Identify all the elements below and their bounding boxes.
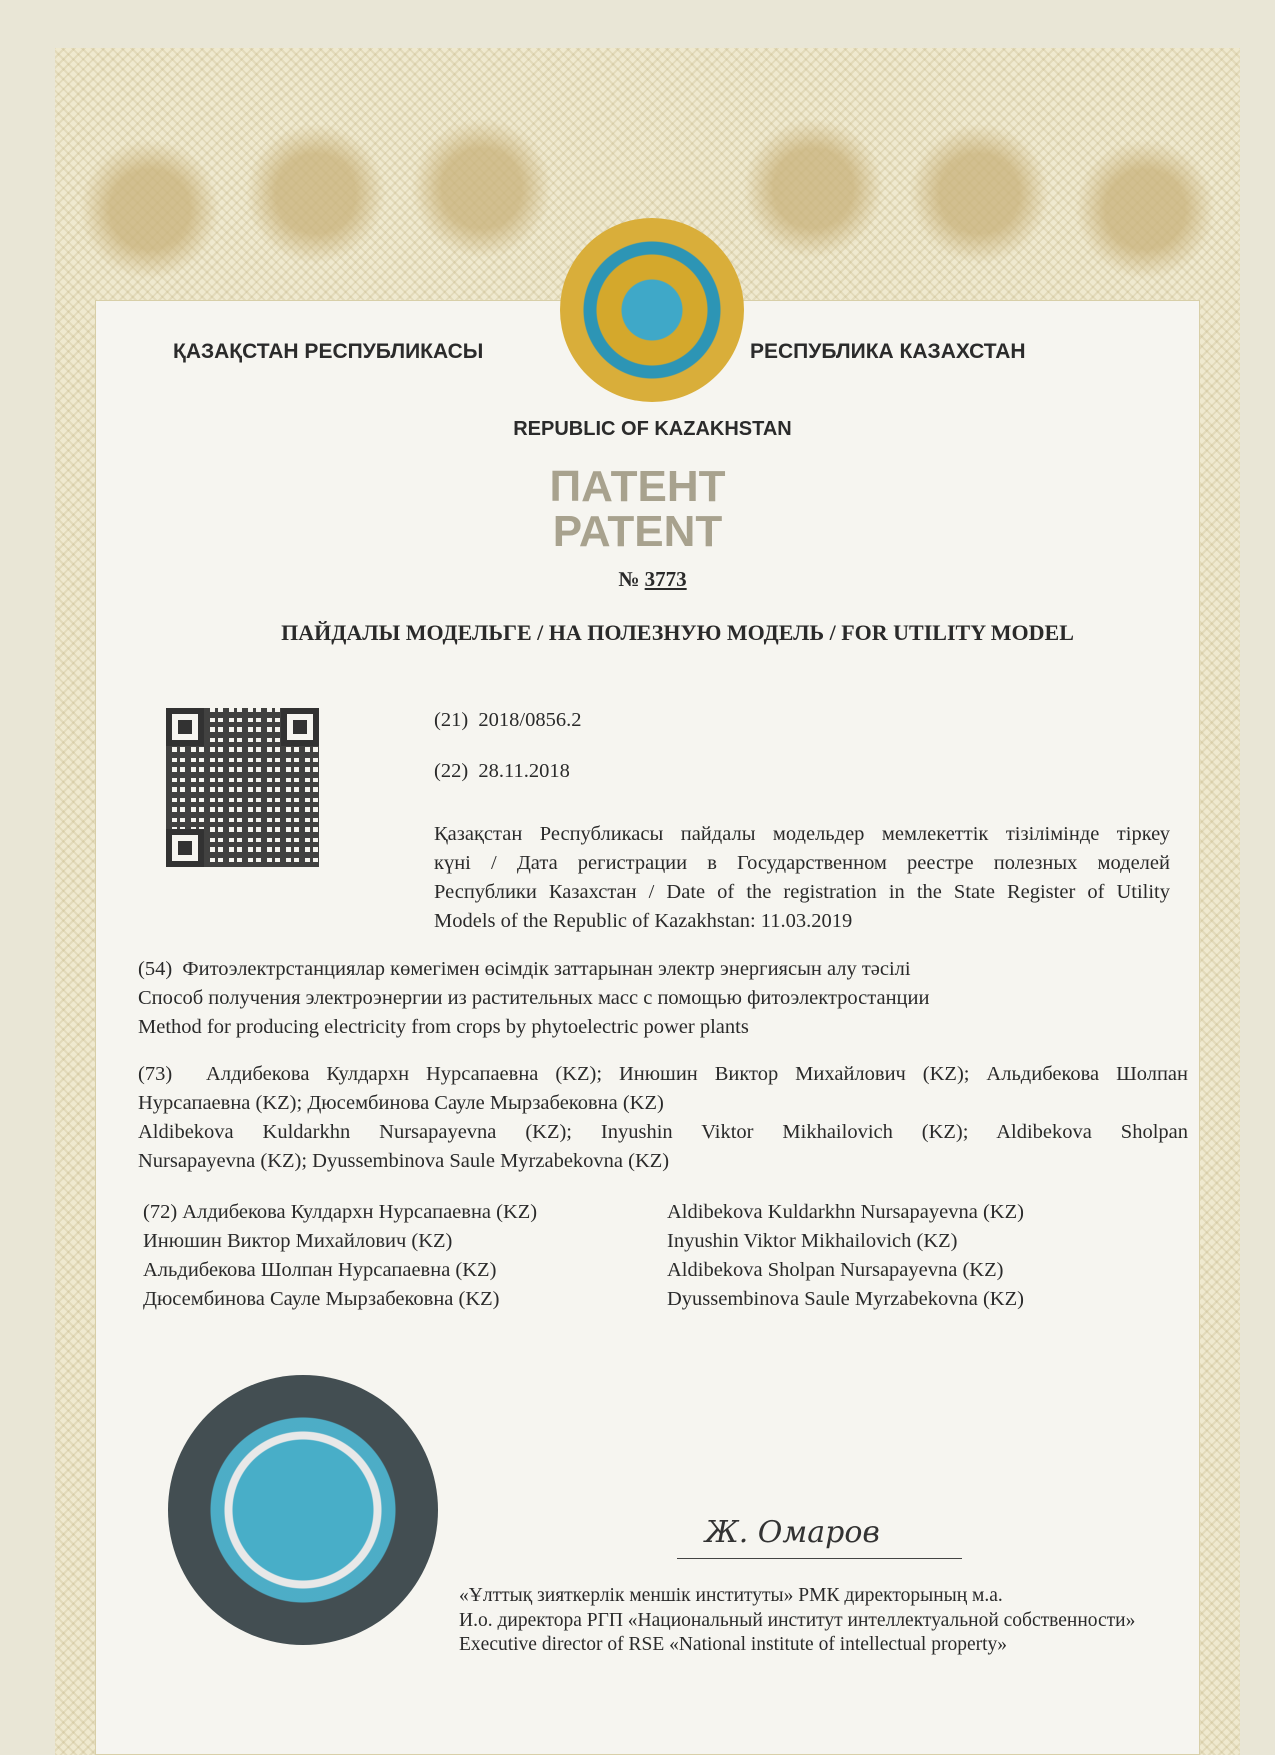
field-72-ru <box>143 1198 537 1314</box>
number-prefix: № <box>618 567 640 591</box>
title-en: Method for producing electricity from crops by phytoelectric power plants <box>138 1016 749 1038</box>
patent-number <box>0 567 1275 592</box>
country-en: REPUBLIC OF KAZAKHSTAN <box>513 418 792 440</box>
title-ru: ПАТЕНТ <box>549 462 726 511</box>
text-line: Республики Казахстан / Date of the registration in the State Register of Utility <box>434 881 1170 903</box>
signatory-en: Executive director of RSE «National institute of intellectual property» <box>459 1634 1008 1655</box>
title-ru: Способ получения электроэнергии из растительных масс с помощью фитоэлектростанции <box>138 987 930 1009</box>
inventor: Dyussembinova Saule Myrzabekovna (KZ) <box>667 1288 1024 1310</box>
field-54 <box>138 955 929 1042</box>
text-line: Алдибекова Кулдархн Нурсапаевна (KZ); Инюшин Виктор Михайлович (KZ); Альдибекова Шолпан <box>206 1063 1189 1085</box>
inventor: Inyushin Viktor Mikhailovich (KZ) <box>667 1230 958 1252</box>
signatory-ru: И.о. директора РГП «Национальный институт интеллектуальной собственности» <box>459 1609 1136 1631</box>
field-22 <box>434 757 570 786</box>
registration-date-block <box>434 820 1170 936</box>
filing-date: 28.11.2018 <box>478 760 570 782</box>
signature-line <box>677 1558 962 1559</box>
signatory-block <box>459 1584 1135 1658</box>
patent-subtitle: ПАЙДАЛЫ МОДЕЛЬГЕ / НА ПОЛЕЗНУЮ МОДЕЛЬ / FOR UTILITY MODEL <box>281 620 1074 645</box>
inventor: Aldibekova Sholpan Nursapayevna (KZ) <box>667 1259 1004 1281</box>
qr-code <box>166 708 319 867</box>
text-line: Нурсапаевна (KZ); Дюсембинова Сауле Мырзабековна (KZ) <box>138 1092 664 1114</box>
header-right-label: РЕСПУБЛИКА КАЗАХСТАН <box>750 340 1026 363</box>
inventor: Aldibekova Kuldarkhn Nursapayevna (KZ) <box>667 1201 1024 1223</box>
application-number: 2018/0856.2 <box>478 709 582 731</box>
field-code: (73) <box>138 1063 173 1085</box>
title-en: PATENT <box>552 507 723 556</box>
text-line: Nursapayevna (KZ); Dyussembinova Saule Myrzabekovna (KZ) <box>138 1150 670 1172</box>
field-code: (21) <box>434 709 469 731</box>
text-line: Models of the Republic of Kazakhstan: 11.03.2019 <box>434 910 853 932</box>
inventor: Дюсембинова Сауле Мырзабековна (KZ) <box>143 1288 500 1310</box>
state-emblem <box>560 218 744 402</box>
inventor: Альдибекова Шолпан Нурсапаевна (KZ) <box>143 1259 497 1281</box>
title-kz: Фитоэлектрстанциялар көмегімен өсімдік заттарынан электр энергиясын алу тәсілі <box>182 958 911 980</box>
number-value: 3773 <box>644 567 687 591</box>
field-72-en <box>667 1198 1024 1314</box>
field-code: (22) <box>434 760 469 782</box>
header-left-label: ҚАЗАҚСТАН РЕСПУБЛИКАСЫ <box>173 340 484 363</box>
field-code: (72) <box>143 1201 178 1223</box>
text-line: күні / Дата регистрации в Государственном реестре полезных моделей <box>434 852 1170 874</box>
inventor: Алдибекова Кулдархн Нурсапаевна (KZ) <box>182 1201 538 1223</box>
inventor: Инюшин Виктор Михайлович (KZ) <box>143 1230 453 1252</box>
text-line: Қазақстан Республикасы пайдалы модельдер мемлекеттік тізілімінде тіркеу <box>434 823 1170 845</box>
signatory-kz: «Ұлттық зияткерлік меншік институты» РМК директорының м.а. <box>459 1585 1003 1606</box>
handwritten-signature: Ж. Омаров <box>705 1515 880 1550</box>
field-code: (54) <box>138 958 173 980</box>
text-line: Aldibekova Kuldarkhn Nursapayevna (KZ); Inyushin Viktor Mikhailovich (KZ); Aldibekova Sholpan <box>138 1121 1188 1143</box>
official-seal <box>168 1375 438 1645</box>
field-73 <box>138 1060 1188 1176</box>
field-21 <box>434 706 581 735</box>
